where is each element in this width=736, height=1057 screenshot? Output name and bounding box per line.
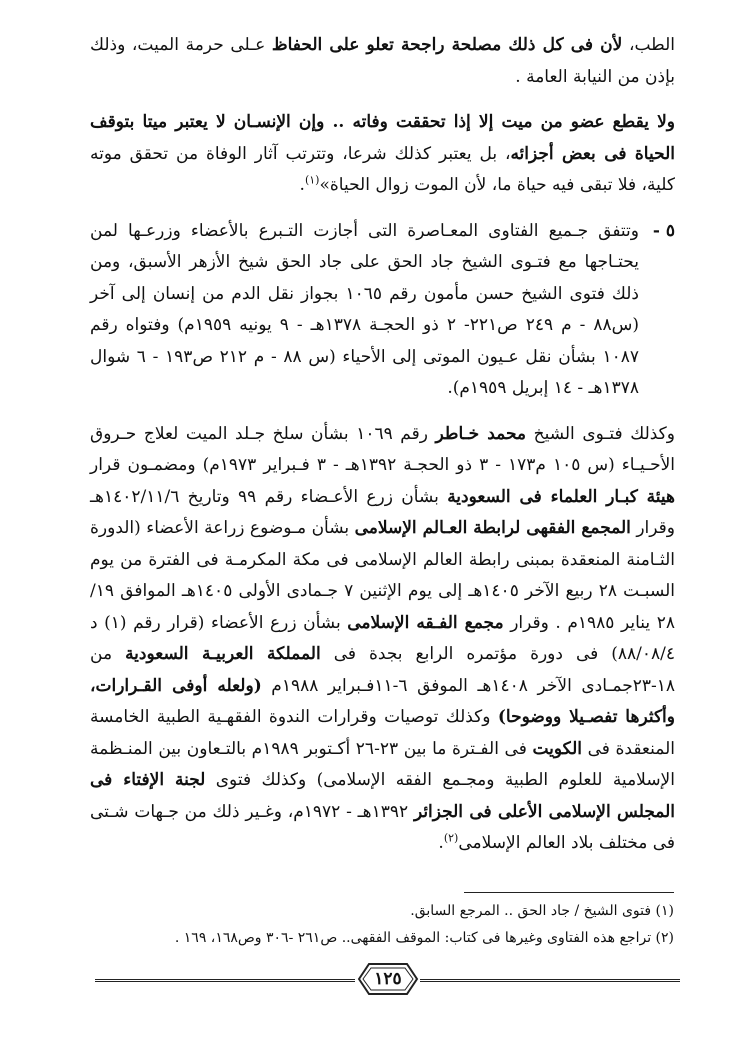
- text-run: بشأن زرع الأعضاء (قرار رقم (١) د ٨٨/٠٨/٤) فى دورة مؤتمره الرابع بجدة فى: [90, 612, 676, 664]
- page-body: [90, 30, 675, 860]
- text-run: وكذلك فتـوى الشيخ: [526, 423, 675, 444]
- text-run: فى الفـترة ما بين ٢٣-٢٦ أكـتوبر ١٩٨٩م بالتـعاون بين المنـظمة الإسلامية للعلوم الطبية ومجـمع الفقه الإسلامى) وكذلك فتوى: [90, 738, 675, 790]
- text-run: وكذلك توصيات وقرارات الندوة الفقهـية الطبية الخامسة المنعقدة فى: [90, 707, 675, 759]
- bold-text: مجمع الفـقه الإسلامى: [347, 612, 504, 633]
- page-footer: [95, 960, 680, 1000]
- item-body: [90, 216, 639, 405]
- item-number: ٥ -: [652, 220, 675, 241]
- bold-text: لأن فى كل ذلك مصلحة راجحة تعلو على الحفاظ: [271, 35, 623, 55]
- bold-text: محمد خـاطر: [435, 423, 527, 444]
- text-run: .: [438, 833, 444, 853]
- page-number-badge: [357, 962, 419, 996]
- footnotes: [89, 898, 674, 952]
- bold-text: (ولعله أوفى القـرارات، وأكثرها تفصـيلا ووضوحا): [90, 675, 675, 727]
- footnote-2: (٢) تراجع هذه الفتاوى وغيرها فى كتاب: الموقف الفقهى.. ص٢٦١ -٣٠٦ وص١٦٨، ١٦٩ .: [174, 930, 674, 946]
- text-run: الطب،: [622, 35, 676, 55]
- text-run: من ١٨-٢٣جمـادى الآخر ١٤٠٨هـ الموفق ٦-١١فـبراير ١٩٨٨م: [90, 644, 675, 696]
- bold-text: المجمع الفقهى لرابطة العـالم الإسلامى: [354, 518, 631, 538]
- paragraph-1: [90, 30, 675, 93]
- text-run: ١٣٩٢هـ - ١٩٧٢م، وغـير ذلك من جـهات شـتى فى مختلف بلاد العالم الإسلامى: [90, 801, 675, 853]
- bold-text: هيئة كبـار العلماء فى السعودية: [447, 486, 675, 507]
- footnote-ref: (٢): [443, 831, 459, 845]
- bold-text: المملكة العربيـة السعودية: [125, 644, 321, 664]
- text-run: عـلى حرمة الميت، وذلك بإذن من النيابة العامة .: [90, 35, 675, 87]
- page-number: ١٢٥: [374, 969, 402, 989]
- footer-rule-left: [95, 979, 355, 982]
- text-run: رقم ١٠٦٩ بشأن سلخ جـلد الميت لعلاج حـروق الأحـيـاء (س ١٠٥ م١٧٣ - ٣ ذو الحجـة ١٣٩٢هـ - ٣ فـبراير ١٩٧٣م) ومضمـون قرار: [90, 423, 676, 475]
- paragraph-gap: [90, 405, 675, 419]
- bold-text: الكويت: [532, 738, 582, 759]
- footer-rule-right: [420, 979, 680, 982]
- bold-text: ولا يقطع عضو من ميت إلا إذا تحققت وفاته .. وإن الإنسـان لا يعتبر ميتا بتوقف الحياة فى بعض أجزائه: [90, 112, 675, 164]
- numbered-item-5: [90, 216, 675, 405]
- text-run: رقم ١٠٦٥ بجواز نقل الدم من إنسان إلى آخر (س٨٨ - م ٢٤٩ ص٢٢١- ٢ ذو الحجـة ١٣٧٨هـ - ٩ يونيه ١٩٥٩م) وفتواه رقم ١٠٨٧ بشأن نقل عـيون الموتى إلى الأحياء (س ٨٨ - م ٢١٢ ص١٩٣ - ٦ شوال ١٣٧٨هـ - ١٤ إبريل ١٩٥٩م).: [90, 283, 640, 398]
- paragraph-2: [90, 107, 675, 202]
- text-run: ، بل يعتبر كذلك شرعا، وتترتب آثار الوفاة من تحقق موته كلية، فلا تبقى فيه حياة ما، لأن الموت زوال الحياة»: [90, 143, 675, 195]
- footnote-divider: [464, 892, 674, 893]
- footnote-ref: (١): [304, 173, 320, 187]
- paragraph-3: [90, 419, 675, 860]
- text-run: .: [299, 175, 305, 195]
- paragraph-gap: [90, 93, 675, 107]
- text-run: وتتفق جـميع الفتاوى المعـاصرة التى أجازت التـبرع بالأعضاء وزرعـها لمن يحتـاجها مع فتـوى الشيخ جاد الحق على جاد الحق شيخ الأزهر الأسبق، ومن ذلك فتوى الشيخ: [90, 220, 639, 304]
- bold-text: حسن مأمون: [423, 283, 515, 304]
- text-run: بشأن مـوضوع زراعة الأعضاء (الدورة الثـامنة المنعقدة بمبنى رابطة العالم الإسلامى فى مكة المكرمـة فى الفترة من يوم السبـت ٢٨ ربيع الآخر ١٤٠٥هـ إلى يوم الإثنين ٧ جـمادى الأولى ١٤٠٥هـ الموافق ١٩/ ٢٨ يناير ١٩٨٥م . وقرار: [90, 518, 676, 633]
- bold-text: لجنة الإفتاء فى المجلس الإسلامى الأعلى فى الجزائر: [90, 770, 676, 822]
- text-run: بشأن زرع الأعـضاء رقم ٩٩ وتاريخ ١٤٠٢/١١/٦هـ وقرار: [90, 486, 675, 538]
- paragraph-gap: [90, 202, 675, 216]
- footnote-1: (١) فتوى الشيخ / جاد الحق .. المرجع السابق.: [410, 903, 674, 919]
